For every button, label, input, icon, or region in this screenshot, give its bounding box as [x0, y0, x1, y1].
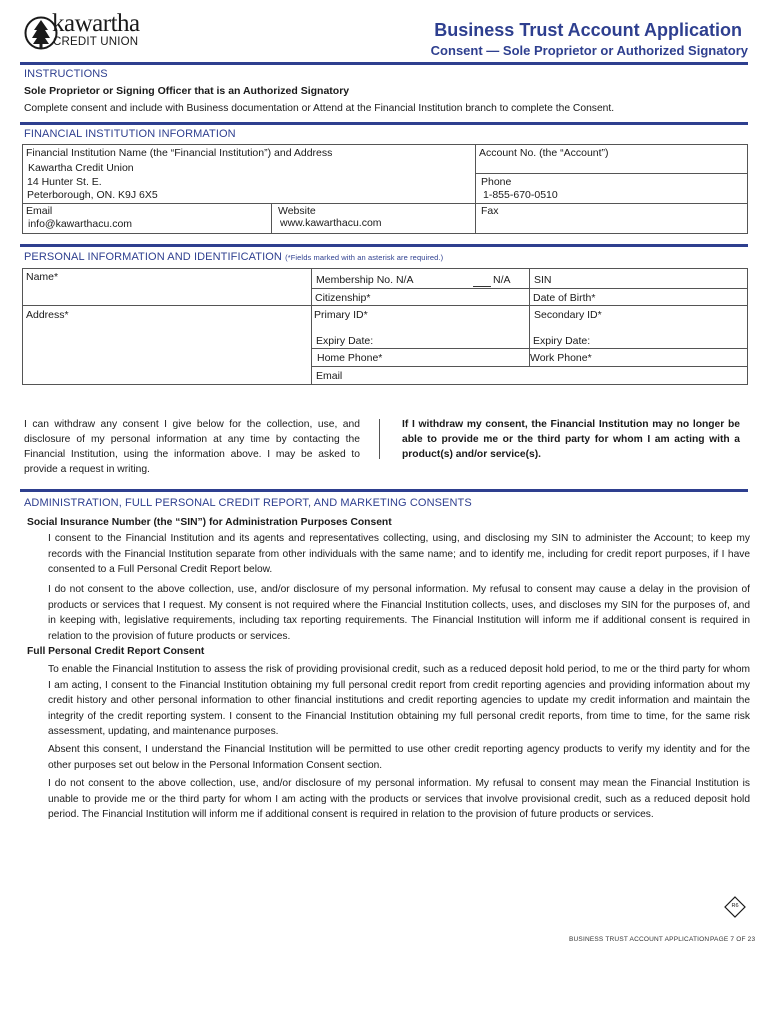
- fi-email-label: Email: [26, 205, 53, 217]
- address-label: Address*: [26, 309, 69, 321]
- footer-doc-name: BUSINESS TRUST ACCOUNT APPLICATION: [569, 936, 710, 943]
- fi-heading: FINANCIAL INSTITUTION INFORMATION: [24, 128, 236, 140]
- secondary-id-label: Secondary ID*: [534, 309, 602, 321]
- required-fields-note: (*Fields marked with an asterisk are required.): [285, 253, 444, 262]
- membership-label: Membership No. N/A: [316, 274, 414, 286]
- header-divider: [20, 62, 748, 65]
- fi-website-label: Website: [278, 205, 316, 217]
- account-no-label: Account No. (the “Account”): [479, 147, 609, 159]
- logo-subtitle: CREDIT UNION: [53, 36, 139, 48]
- expiry-date-primary-label: Expiry Date:: [316, 335, 374, 347]
- fi-email-value: info@kawarthacu.com: [28, 218, 133, 230]
- sin-label: SIN: [534, 274, 552, 286]
- personal-heading-text: PERSONAL INFORMATION AND IDENTIFICATION: [24, 251, 282, 263]
- expiry-date-secondary-label: Expiry Date:: [533, 335, 591, 347]
- fi-phone-label: Phone: [481, 176, 512, 188]
- fi-info-table: [22, 144, 748, 234]
- membership-value: N/A: [493, 274, 511, 286]
- instructions-heading: INSTRUCTIONS: [24, 68, 108, 80]
- home-phone-label: Home Phone*: [317, 352, 383, 364]
- fi-fax-label: Fax: [481, 205, 499, 217]
- fi-name-label: Financial Institution Name (the “Financial Institution”) and Address: [26, 147, 333, 159]
- personal-info-table: [22, 268, 748, 385]
- revision-badge-label: R6: [731, 903, 739, 909]
- revision-badge: [724, 896, 746, 918]
- instructions-bold-line: Sole Proprietor or Signing Officer that is an Authorized Signatory: [24, 85, 350, 97]
- page-title: Business Trust Account Application: [434, 20, 742, 40]
- page-subtitle: Consent — Sole Proprietor or Authorized Signatory: [430, 43, 748, 58]
- credit-report-heading: Full Personal Credit Report Consent: [27, 646, 205, 657]
- fi-address-line: 14 Hunter St. E.: [27, 176, 102, 188]
- withdraw-consent-text: I can withdraw any consent I give below for the collection, use, and disclosure of my personal information at any time by contacting the Financial Institution, using the information above. I may be asked to provide a request in writing.: [24, 419, 360, 475]
- instructions-text: Complete consent and include with Business documentation or Attend at the Financial Institution branch to complete the Consent.: [24, 103, 615, 114]
- withdraw-consequence-text: If I withdraw my consent, the Financial Institution may no longer be able to provide me or the third party for whom I am acting with a product(s) and/or service(s).: [402, 419, 740, 460]
- credit-report-absent-paragraph: Absent this consent, I understand the Financial Institution will be permitted to use other credit reporting agency products to verify my identity and for the other purposes set out below in the Personal Information Consent section.: [48, 744, 750, 771]
- fi-phone-value: 1-855-670-0510: [483, 189, 558, 201]
- withdraw-separator: [379, 419, 380, 459]
- logo-name: kawartha: [52, 10, 140, 37]
- admin-divider: [20, 489, 748, 492]
- fi-divider: [20, 122, 748, 125]
- primary-id-label: Primary ID*: [314, 309, 368, 321]
- sin-refusal-paragraph: I do not consent to the above collection, use, and/or disclosure of my personal information. My refusal to consent may cause a delay in the provision of products or services that I request. My consent is not required where the Financial Institution collects, uses, and discloses my SIN for the purposes of, and in keeping with, legislative requirements, including tax reporting requirements. The Financial Institution will inform me if additional consent is required in relation to the provision of future products or services.: [48, 584, 750, 642]
- sin-consent-paragraph: I consent to the Financial Institution and its agents and representatives collecting, using, and disclosing my SIN to administer the Account; to keep my records with the Financial Institution separate from other individuals with the same name; and to identify me, including for credit report purposes, if I have consented to a Full Personal Credit Report below.: [48, 533, 750, 575]
- email-label: Email: [316, 370, 343, 382]
- fi-name-line: Kawartha Credit Union: [28, 162, 134, 174]
- credit-report-refusal-paragraph: I do not consent to the above collection, use, and/or disclosure of my personal information. My refusal to consent may mean the Financial Institution is unable to provide me or the third party for whom I am acting with the products or services that involve provisional credit, such as a reduced deposit hold period. The Financial Institution will inform me if additional consent is required in relation to the provision of future products or services.: [48, 778, 750, 820]
- personal-divider: [20, 244, 748, 247]
- sin-consent-heading: Social Insurance Number (the “SIN”) for Administration Purposes Consent: [27, 517, 392, 528]
- citizenship-label: Citizenship*: [315, 292, 371, 304]
- fi-city-line: Peterborough, ON. K9J 6X5: [27, 189, 158, 201]
- work-phone-label: Work Phone*: [530, 352, 592, 364]
- name-label: Name*: [26, 271, 59, 283]
- fi-website-value: www.kawarthacu.com: [280, 217, 382, 229]
- dob-label: Date of Birth*: [533, 292, 596, 304]
- credit-report-consent-paragraph: To enable the Financial Institution to assess the risk of providing provisional credit, such as a reduced deposit hold period, to me or the third party for whom I am acting, I consent to the Financial Institution obtaining my full personal credit report from credit reporting agencies and providing information about my credit history and other personal information to other financial institutions and credit reporting agencies to update my credit information and maintain the integrity of the credit reporting system. I consent to the Financial Institution obtaining my full personal credit reports, from time to time, for the same risk assessment, updating, and maintenance purposes.: [48, 664, 750, 737]
- admin-heading: ADMINISTRATION, FULL PERSONAL CREDIT REPORT, AND MARKETING CONSENTS: [24, 497, 472, 509]
- personal-heading: [24, 251, 443, 263]
- footer-page-number: PAGE 7 OF 23: [710, 936, 756, 943]
